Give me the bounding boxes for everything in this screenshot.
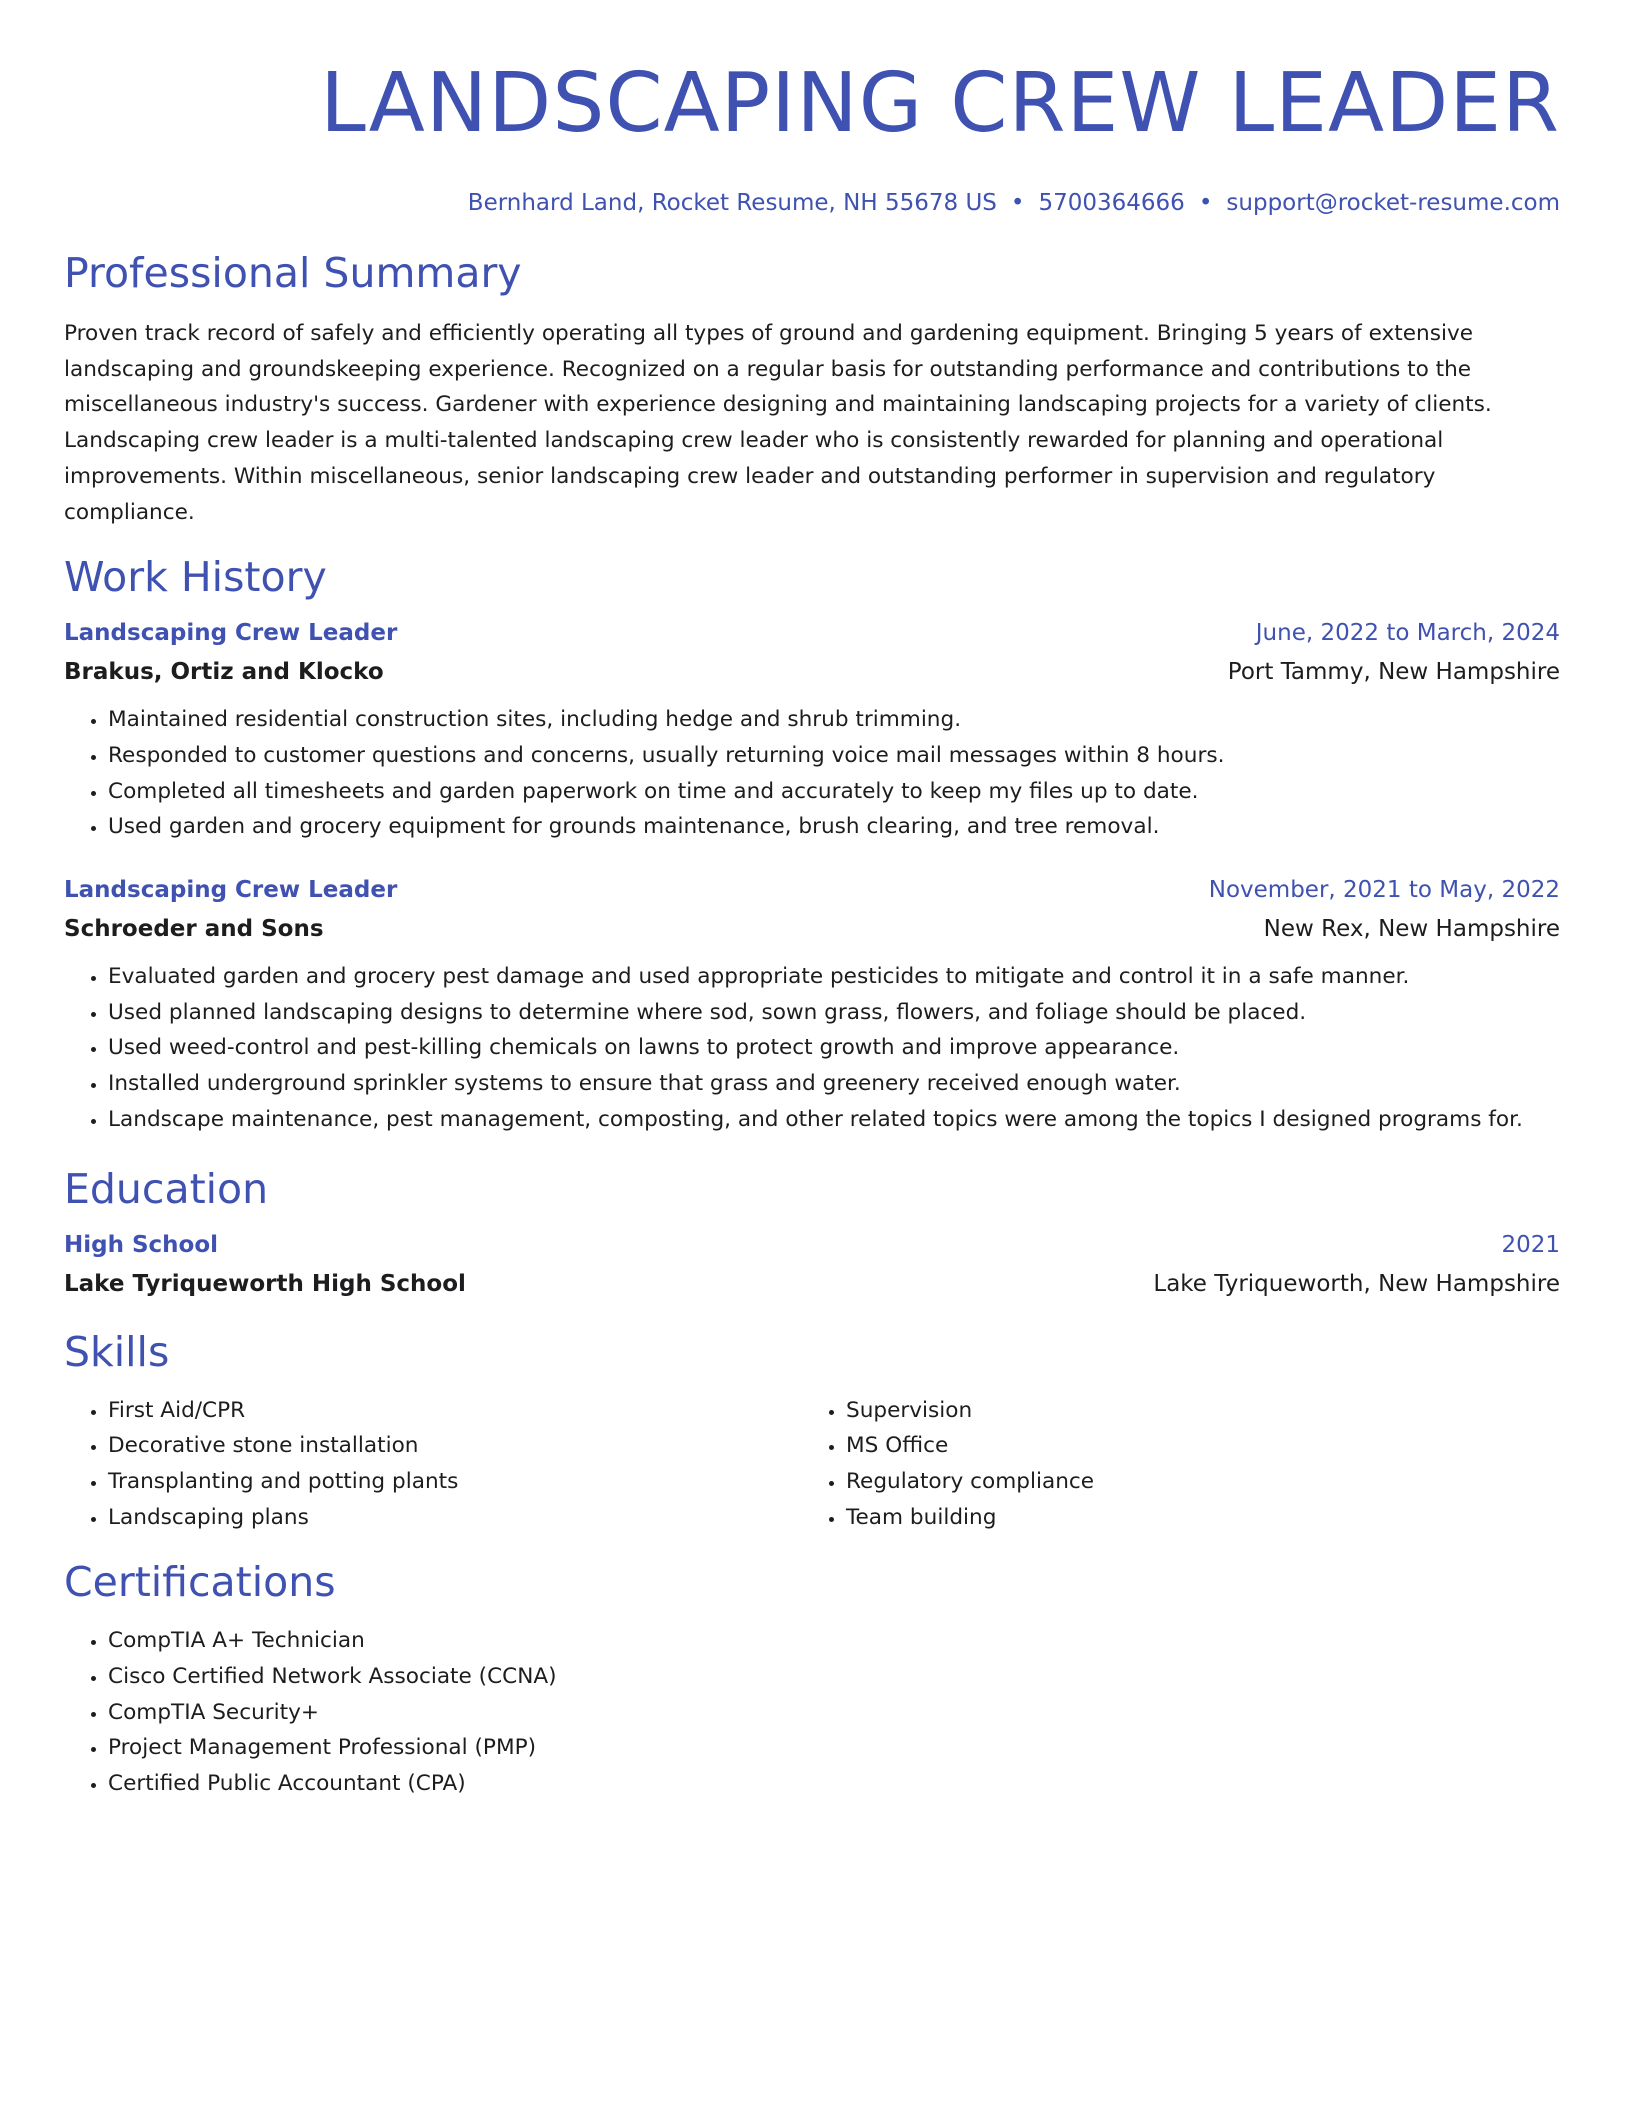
list-item: • Cisco Certified Network Associate (CCNA) [108, 1659, 1560, 1695]
job-bullets [64, 702, 1560, 845]
work-history-section [64, 552, 1560, 1137]
skills-list [64, 1393, 802, 1536]
list-item: • Decorative stone installation [108, 1428, 802, 1464]
education-year: 2021 [1501, 1231, 1560, 1258]
list-item: • Used weed-control and pest-killing chemicals on lawns to protect growth and improve appearance. [108, 1030, 1560, 1066]
education-school-row [64, 1269, 1560, 1299]
job-dates: June, 2022 to March, 2024 [1255, 620, 1560, 647]
job-company: Schroeder and Sons [64, 916, 324, 943]
list-item: • Landscape maintenance, pest management, composting, and other related topics were among the topics I designed programs for. [108, 1102, 1560, 1138]
list-item: • CompTIA Security+ [108, 1695, 1560, 1731]
skills-column-right [802, 1393, 1540, 1536]
list-item: • Transplanting and potting plants [108, 1464, 802, 1500]
section-heading-education: Education [64, 1164, 269, 1213]
list-item: • CompTIA A+ Technician [108, 1623, 1560, 1659]
job-company-row [64, 657, 1560, 687]
education-degree-row [64, 1230, 1560, 1260]
contact-phone: 5700364666 [1038, 190, 1185, 216]
contact-separator: • [1198, 190, 1213, 216]
list-item: • Evaluated garden and grocery pest damage and used appropriate pesticides to mitigate and control it in a safe manner. [108, 959, 1560, 995]
job-title-row [64, 618, 1560, 648]
section-heading-skills: Skills [64, 1327, 170, 1376]
list-item: • Project Management Professional (PMP) [108, 1730, 1560, 1766]
skills-section [64, 1327, 1560, 1536]
skills-grid [64, 1393, 1560, 1536]
education-location: Lake Tyriqueworth, New Hampshire [1153, 1270, 1560, 1297]
job-role: Landscaping Crew Leader [64, 877, 398, 904]
job-entry [64, 618, 1560, 845]
list-item: • Completed all timesheets and garden paperwork on time and accurately to keep my files up to date. [108, 774, 1560, 810]
list-item: • Regulatory compliance [846, 1464, 1540, 1500]
contact-separator: • [1010, 190, 1025, 216]
job-company: Brakus, Ortiz and Klocko [64, 659, 384, 686]
certifications-section [64, 1557, 1560, 1802]
resume-header [64, 0, 1560, 218]
list-item: • Certified Public Accountant (CPA) [108, 1766, 1560, 1802]
contact-email[interactable]: support@rocket-resume.com [1226, 190, 1560, 216]
list-item: • Installed underground sprinkler systems to ensure that grass and greenery received enough water. [108, 1066, 1560, 1102]
list-item: • MS Office [846, 1428, 1540, 1464]
job-company-row [64, 914, 1560, 944]
section-heading-work-history: Work History [64, 553, 327, 602]
list-item: • Landscaping plans [108, 1500, 802, 1536]
skills-column-left [64, 1393, 802, 1536]
list-item: • Team building [846, 1500, 1540, 1536]
list-item: • First Aid/CPR [108, 1393, 802, 1429]
list-item: • Used planned landscaping designs to determine where sod, sown grass, flowers, and foliage should be placed. [108, 995, 1560, 1031]
list-item: • Used garden and grocery equipment for grounds maintenance, brush clearing, and tree removal. [108, 809, 1560, 845]
contact-line [64, 188, 1560, 218]
job-location: New Rex, New Hampshire [1263, 916, 1560, 943]
job-location: Port Tammy, New Hampshire [1227, 659, 1560, 686]
summary-text: Proven track record of safely and efficiently operating all types of ground and gardening equipment. Bringing 5 years of extensive landscaping and groundskeeping experience. Recognized on a regular basis for outstanding performance and contributions to the miscellaneous industry's success. Gardener with experience designing and maintaining landscaping projects for a variety of clients. Landscaping crew leader is a multi-talented landscaping crew leader who is consistently rewarded for planning and operational improvements. Within miscellaneous, senior landscaping crew leader and outstanding performer in supervision and regulatory compliance. [64, 321, 1492, 525]
education-degree: High School [64, 1231, 219, 1258]
list-item: • Responded to customer questions and concerns, usually returning voice mail messages within 8 hours. [108, 738, 1560, 774]
job-dates: November, 2021 to May, 2022 [1208, 877, 1560, 904]
job-bullets [64, 959, 1560, 1138]
contact-address: Bernhard Land, Rocket Resume, NH 55678 US [467, 190, 997, 216]
resume-page [64, 0, 1560, 1802]
section-heading-summary: Professional Summary [64, 249, 522, 297]
job-title-row [64, 875, 1560, 905]
job-role: Landscaping Crew Leader [64, 620, 398, 647]
page-title: LANDSCAPING CREW LEADER [320, 56, 1560, 151]
skills-list [802, 1393, 1540, 1536]
section-heading-certifications: Certifications [64, 1558, 336, 1607]
summary-section [64, 248, 1560, 530]
list-item: • Maintained residential construction sites, including hedge and shrub trimming. [108, 702, 1560, 738]
education-section [64, 1164, 1560, 1299]
list-item: • Supervision [846, 1393, 1540, 1429]
certifications-list [64, 1623, 1560, 1802]
education-school: Lake Tyriqueworth High School [64, 1270, 466, 1297]
job-entry [64, 875, 1560, 1138]
